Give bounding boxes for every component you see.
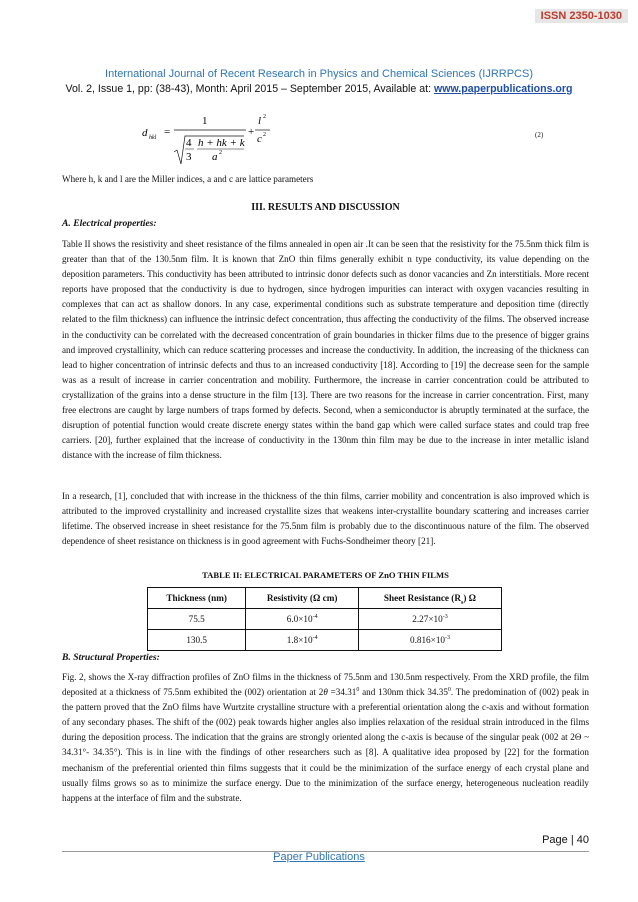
equation-number: (2) xyxy=(535,131,544,139)
eq-coef-bottom: 3 xyxy=(186,151,192,163)
eq-c-exp: 2 xyxy=(263,132,266,138)
cell-resistivity: $6.0\times 10^{-4}$ xyxy=(246,609,359,630)
eq-a: a xyxy=(212,151,218,163)
eq-coef-top: 4 xyxy=(186,137,192,149)
where-text: Where h, k and l are the Miller indices, a and c are lattice parameters xyxy=(62,174,314,184)
cell-thickness: 130.5 xyxy=(148,630,246,651)
issn-badge: ISSN 2350-1030 xyxy=(535,9,628,23)
subsection-electrical: A. Electrical properties: xyxy=(62,218,157,229)
col-sheet-resistance: Sheet Resistance $(R_s)$ Ω xyxy=(358,588,501,609)
publisher-link[interactable]: Paper Publications xyxy=(273,851,365,863)
col-thickness: Thickness (nm) xyxy=(148,588,246,609)
cell-sheet: $2.27\times 10^{-3}$ xyxy=(358,609,501,630)
eq-equals: = xyxy=(164,126,171,138)
cell-thickness: 75.5 xyxy=(148,609,246,630)
paragraph-structural: Fig. 2, shows the X-ray diffraction profiles of ZnO films in the thickness of 75.5nm and 130.5nm respectively. From the XRD profile, the film deposited at a thickness of 75.5nm exhibited the (002) orientation at $2\theta =34.31^0$ and 130nm thick 34.35$^0$. The predomination of (002) peak in the pattern proved that the ZnO films have Wurtzite crystalline structure with a preferential orientation along the c-axis and without formation of any secondary phases. The shift of the (002) peak towards higher angles also implies relaxation of the residual strain introduced in the films during the deposition process. The indication that the grains are strongly oriented along the c-axis is because of the singular peak (002 at 2Θ ~ 34.31°- 34.35°). This is in line with the findings of other researchers such as [8]. A qualitative idea proposed by [22] for the formation mechanism of the preferential oriented thin films suggests that it could be the minimization of the surface energy of each crystal plane and usually films grows so as to minimize the surface energy. Due to the minimization of the surface energy, heterogeneous nucleation readily happens at the interface of film and the substrate. xyxy=(62,672,589,803)
volume-text: Vol. 2, Issue 1, pp: (38-43), Month: April 2015 – September 2015, Available at: xyxy=(65,83,434,95)
eq-l: l xyxy=(258,115,262,127)
table-row xyxy=(148,630,502,651)
miller-equation xyxy=(140,108,300,168)
paragraph-text: In a research, [1], concluded that with increase in the thickness of the thin films, carrier mobility and concentration is also improved which is attributed to the improved crystallinity and increased crystallite sizes that weakens inter-crystallite boundary scattering and increases carrier lifetime. The observed increase in sheet resistance for the 75.5nm film is probably due to the discontinuous nature of the film. The observed dependence of sheet resistance on thickness is in good agreement with Fuchs-Sondheimer theory [21]. xyxy=(62,491,589,547)
table-row xyxy=(148,609,502,630)
cell-resistivity: $1.8\times 10^{-4}$ xyxy=(246,630,359,651)
section-title: III. RESULTS AND DISCUSSION xyxy=(251,202,400,213)
paragraph-electrical-1 xyxy=(62,237,589,463)
table-title: TABLE II: ELECTRICAL PARAMETERS OF ZnO THIN FILMS xyxy=(202,570,449,580)
paragraph-electrical-2 xyxy=(62,489,589,549)
eq-lhs-sub: hkl xyxy=(149,135,157,141)
eq-c: c xyxy=(257,133,262,145)
electrical-parameters-table xyxy=(147,587,502,651)
journal-title: International Journal of Recent Research in Physics and Chemical Sciences (IJRRPCS) xyxy=(105,68,533,80)
table-header-row xyxy=(148,588,502,609)
eq-numerator: 1 xyxy=(202,115,208,127)
subsection-structural: B. Structural Properties: xyxy=(62,652,160,663)
eq-plus: + xyxy=(248,126,255,138)
eq-l-exp: 2 xyxy=(263,114,266,120)
eq-lhs: d xyxy=(142,127,148,139)
eq-hk-expr: h + hk + k xyxy=(198,137,245,149)
paragraph-text: Table II shows the resistivity and sheet resistance of the films annealed in open air .It can be seen that the resistivity for the 75.5nm thick film is greater than that of the 130.5nm film. It is known that ZnO thin films generally exhibit n type conductivity, its value depending on the deposition parameters. This conductivity has been attributed to intrinsic donor defects such as donor vacancies and Zn interstitials. More recent reports have proposed that the conductivity is due to hydrogen, since hydrogen impurities can interact with oxygen vacancies resulting in complexes that can act as shallow donors. In any case, experimental conditions such as substrate temperature and deposition time (directly related to the film thickness) can influence the intrinsic defect concentration, thus affecting the conductivity of the films. The observed increase in the conductivity can be correlated with the decreased concentration of grain boundaries in thicker films due to the presence of bigger grains and improved crystallinity, which can reduce scattering processes and increase the conductivity. In addition, the increasing of the thickness can lead to higher concentration of intrinsic defects and thus to an increased conductivity [18]. According to [19] the decrease seen for the sample was as a result of increase in carrier concentration and mobility. Furthermore, the increase in carrier concentration could be attributed to crystallization of the grains into a dense structure in the film [13]. There are two reasons for the increase in carrier concentration. First, many free electrons are caught by large numbers of traps formed by defects. Second, when a semiconductor is abruptly terminated at the surface, the disruption of potential function would create discrete energy states within the band gap which were called surface states and could trap free carriers. [20], further explained that the increase of conductivity in the 130nm thin film may be due to the increase in inter metallic island distance with the increase of film thickness. xyxy=(62,239,589,461)
volume-line xyxy=(0,83,638,95)
page-number: Page | 40 xyxy=(542,834,589,846)
eq-a-exp: 2 xyxy=(219,150,222,156)
cell-sheet: $0.816\times 10^{-3}$ xyxy=(358,630,501,651)
website-link[interactable]: www.paperpublications.org xyxy=(433,83,573,95)
col-resistivity: Resistivity (Ω cm) xyxy=(246,588,359,609)
